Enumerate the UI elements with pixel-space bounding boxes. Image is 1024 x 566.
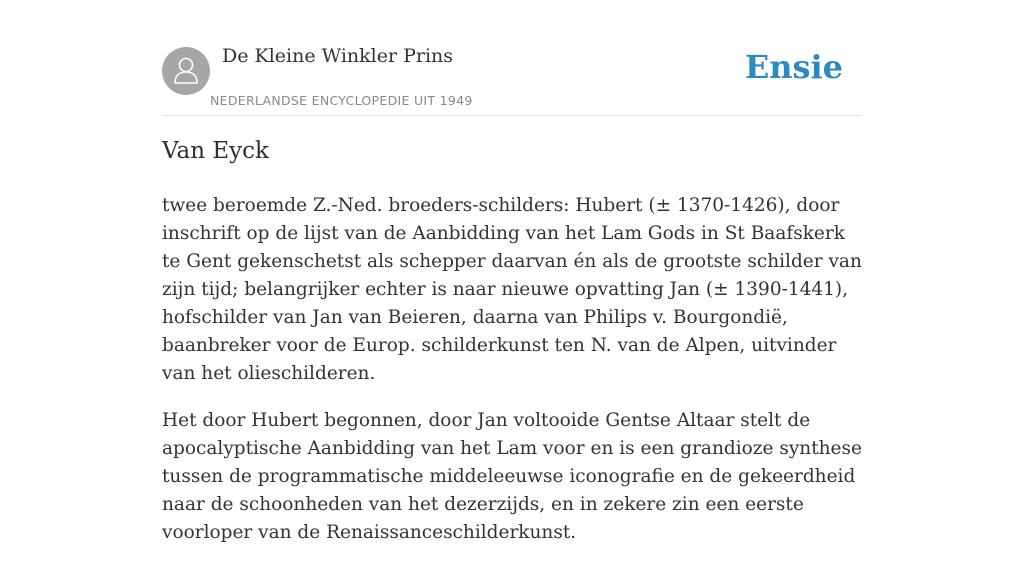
- article-paragraph: twee beroemde Z.-Ned. broeders-schilders: Hubert (± 1370-1426), door inschrift op de lijst van de Aanbidding van het Lam Gods in St Baafskerk te Gent gekenschetst als schepper daarvan én als de grootste schilder van zijn tijd; belangrijker echter is naar nieuwe opvatting Jan (± 1390-1441), hofschilder van Jan van Beieren, daarna van Philips v. Bourgondië, baanbreker voor de Europ. schilderkunst ten N. van de Alpen, uitvinder van het olieschilderen.: [162, 195, 862, 384]
- user-silhouette-icon[interactable]: [162, 47, 210, 95]
- header: [162, 0, 862, 116]
- brand-logo[interactable]: Ensie: [744, 48, 843, 86]
- article-title: Van Eyck: [162, 138, 269, 164]
- article-body: [162, 192, 862, 566]
- source-name[interactable]: De Kleine Winkler Prins: [222, 45, 454, 67]
- article-paragraph: Het door Hubert begonnen, door Jan voltooide Gentse Altaar stelt de apocalyptische Aanbidding van het Lam voor en is een grandioze synthese tussen de programmatische middeleeuwse iconografie en de gekeerdheid naar de schoonheden van het dezerzijds, en in zekere zin een eerste voorloper van de Renaissanceschilderkunst.: [162, 410, 862, 543]
- source-subtitle: NEDERLANDSE ENCYCLOPEDIE UIT 1949: [210, 93, 473, 108]
